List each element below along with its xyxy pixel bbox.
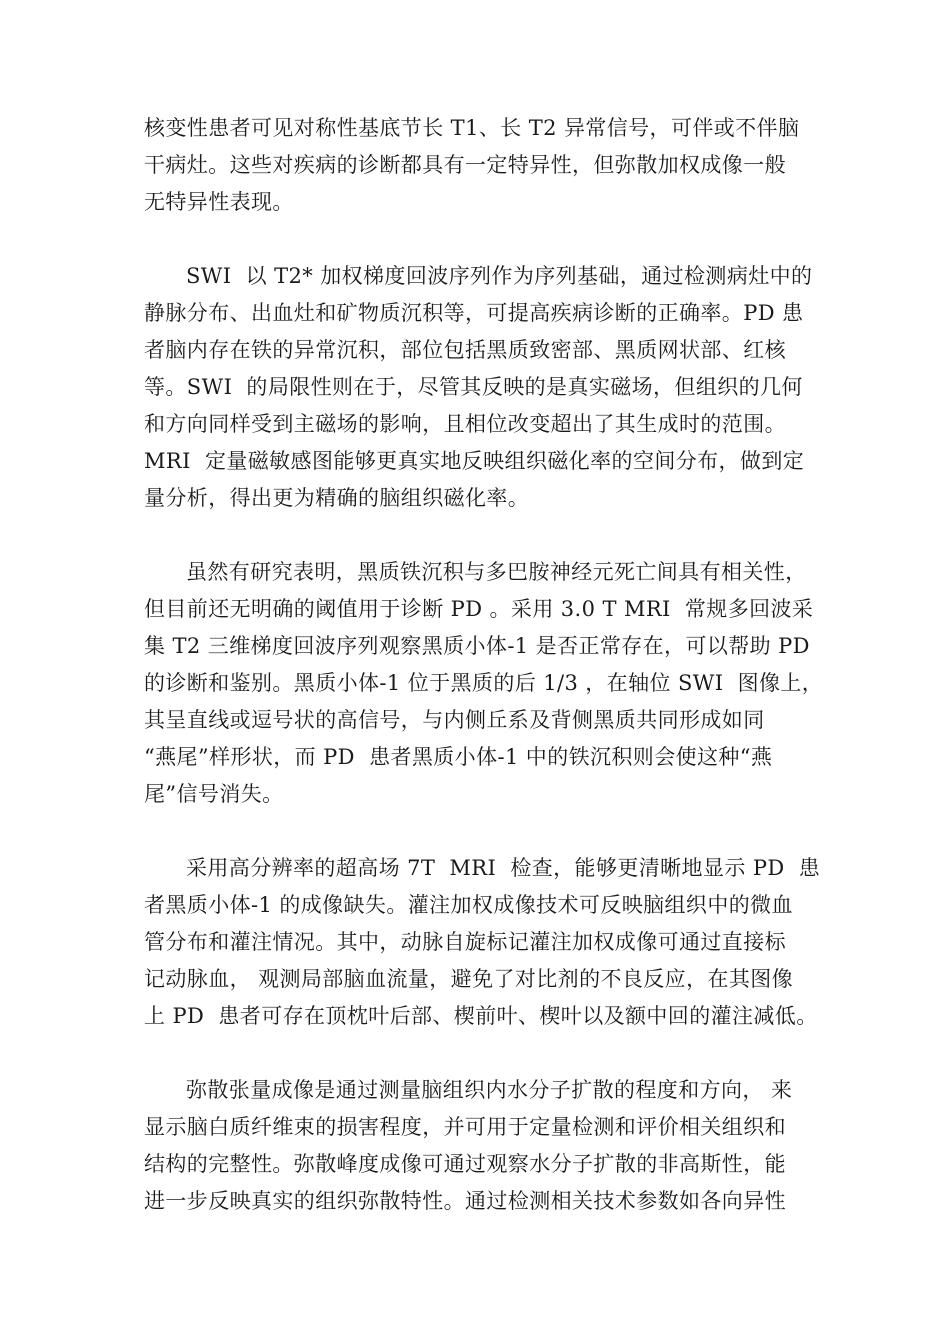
text-line: 者脑内存在铁的异常沉积，部位包括黑质致密部、黑质网状部、红核 [144,338,786,362]
text-line: 显示脑白质纤维束的损害程度，并可用于定量检测和评价相关组织和 [144,1115,786,1139]
text-line: 管分布和灌注情况。其中，动脉自旋标记灌注加权成像可通过直接标 [144,930,786,954]
text-line: 弥散张量成像是通过测量脑组织内水分子扩散的程度和方向， 来 [186,1078,793,1102]
text-line: 其呈直线或逗号状的高信号，与内侧丘系及背侧黑质共同形成如同 [144,708,765,732]
text-line: 者黑质小体-1 的成像缺失。灌注加权成像技术可反映脑组织中的微血 [144,893,793,917]
text-line: 进一步反映真实的组织弥散特性。通过检测相关技术参数如各向异性 [144,1189,786,1213]
text-line: 的诊断和鉴别。黑质小体-1 位于黑质的后 1/3 ，在轴位 SWI 图像上， [144,671,824,695]
text-line: 尾”信号消失。 [144,782,284,806]
text-line: 静脉分布、出血灶和矿物质沉积等，可提高疾病诊断的正确率。PD 患 [144,301,804,325]
text-line: 采用高分辨率的超高场 7T MRI 检查，能够更清晰地显示 PD 患 [186,856,821,880]
text-line: 结构的完整性。弥散峰度成像可通过观察水分子扩散的非高斯性，能 [144,1152,786,1176]
text-line: 无特异性表现。 [144,190,294,214]
text-line: 记动脉血， 观测局部脑血流量，避免了对比剂的不良反应，在其图像 [144,967,794,991]
text-line: 虽然有研究表明，黑质铁沉积与多巴胺神经元死亡间具有相关性， [186,560,807,584]
text-line: 量分析，得出更为精确的脑组织磁化率。 [144,486,530,510]
text-line: MRI 定量磁敏感图能够更真实地反映组织磁化率的空间分布，做到定 [144,449,805,473]
text-line: 干病灶。这些对疾病的诊断都具有一定特异性，但弥散加权成像一般 [144,153,786,177]
text-line: 集 T2 三维梯度回波序列观察黑质小体-1 是否正常存在，可以帮助 PD [144,634,810,658]
text-line: SWI 以 T2* 加权梯度回波序列作为序列基础，通过检测病灶中的 [186,264,813,288]
text-line: 和方向同样受到主磁场的影响，且相位改变超出了其生成时的范围。 [144,412,786,436]
text-line: 核变性患者可见对称性基底节长 T1、长 T2 异常信号，可伴或不伴脑 [144,116,800,140]
text-line: 上 PD 患者可存在顶枕叶后部、楔前叶、楔叶以及额中回的灌注减低。 [144,1004,818,1028]
text-line: 等。SWI 的局限性则在于，尽管其反映的是真实磁场，但组织的几何 [144,375,803,399]
text-line: 但目前还无明确的阈值用于诊断 PD 。采用 3.0 T MRI 常规多回波采 [144,597,814,621]
text-line: “燕尾”样形状，而 PD 患者黑质小体-1 中的铁沉积则会使这种“燕 [144,745,773,769]
